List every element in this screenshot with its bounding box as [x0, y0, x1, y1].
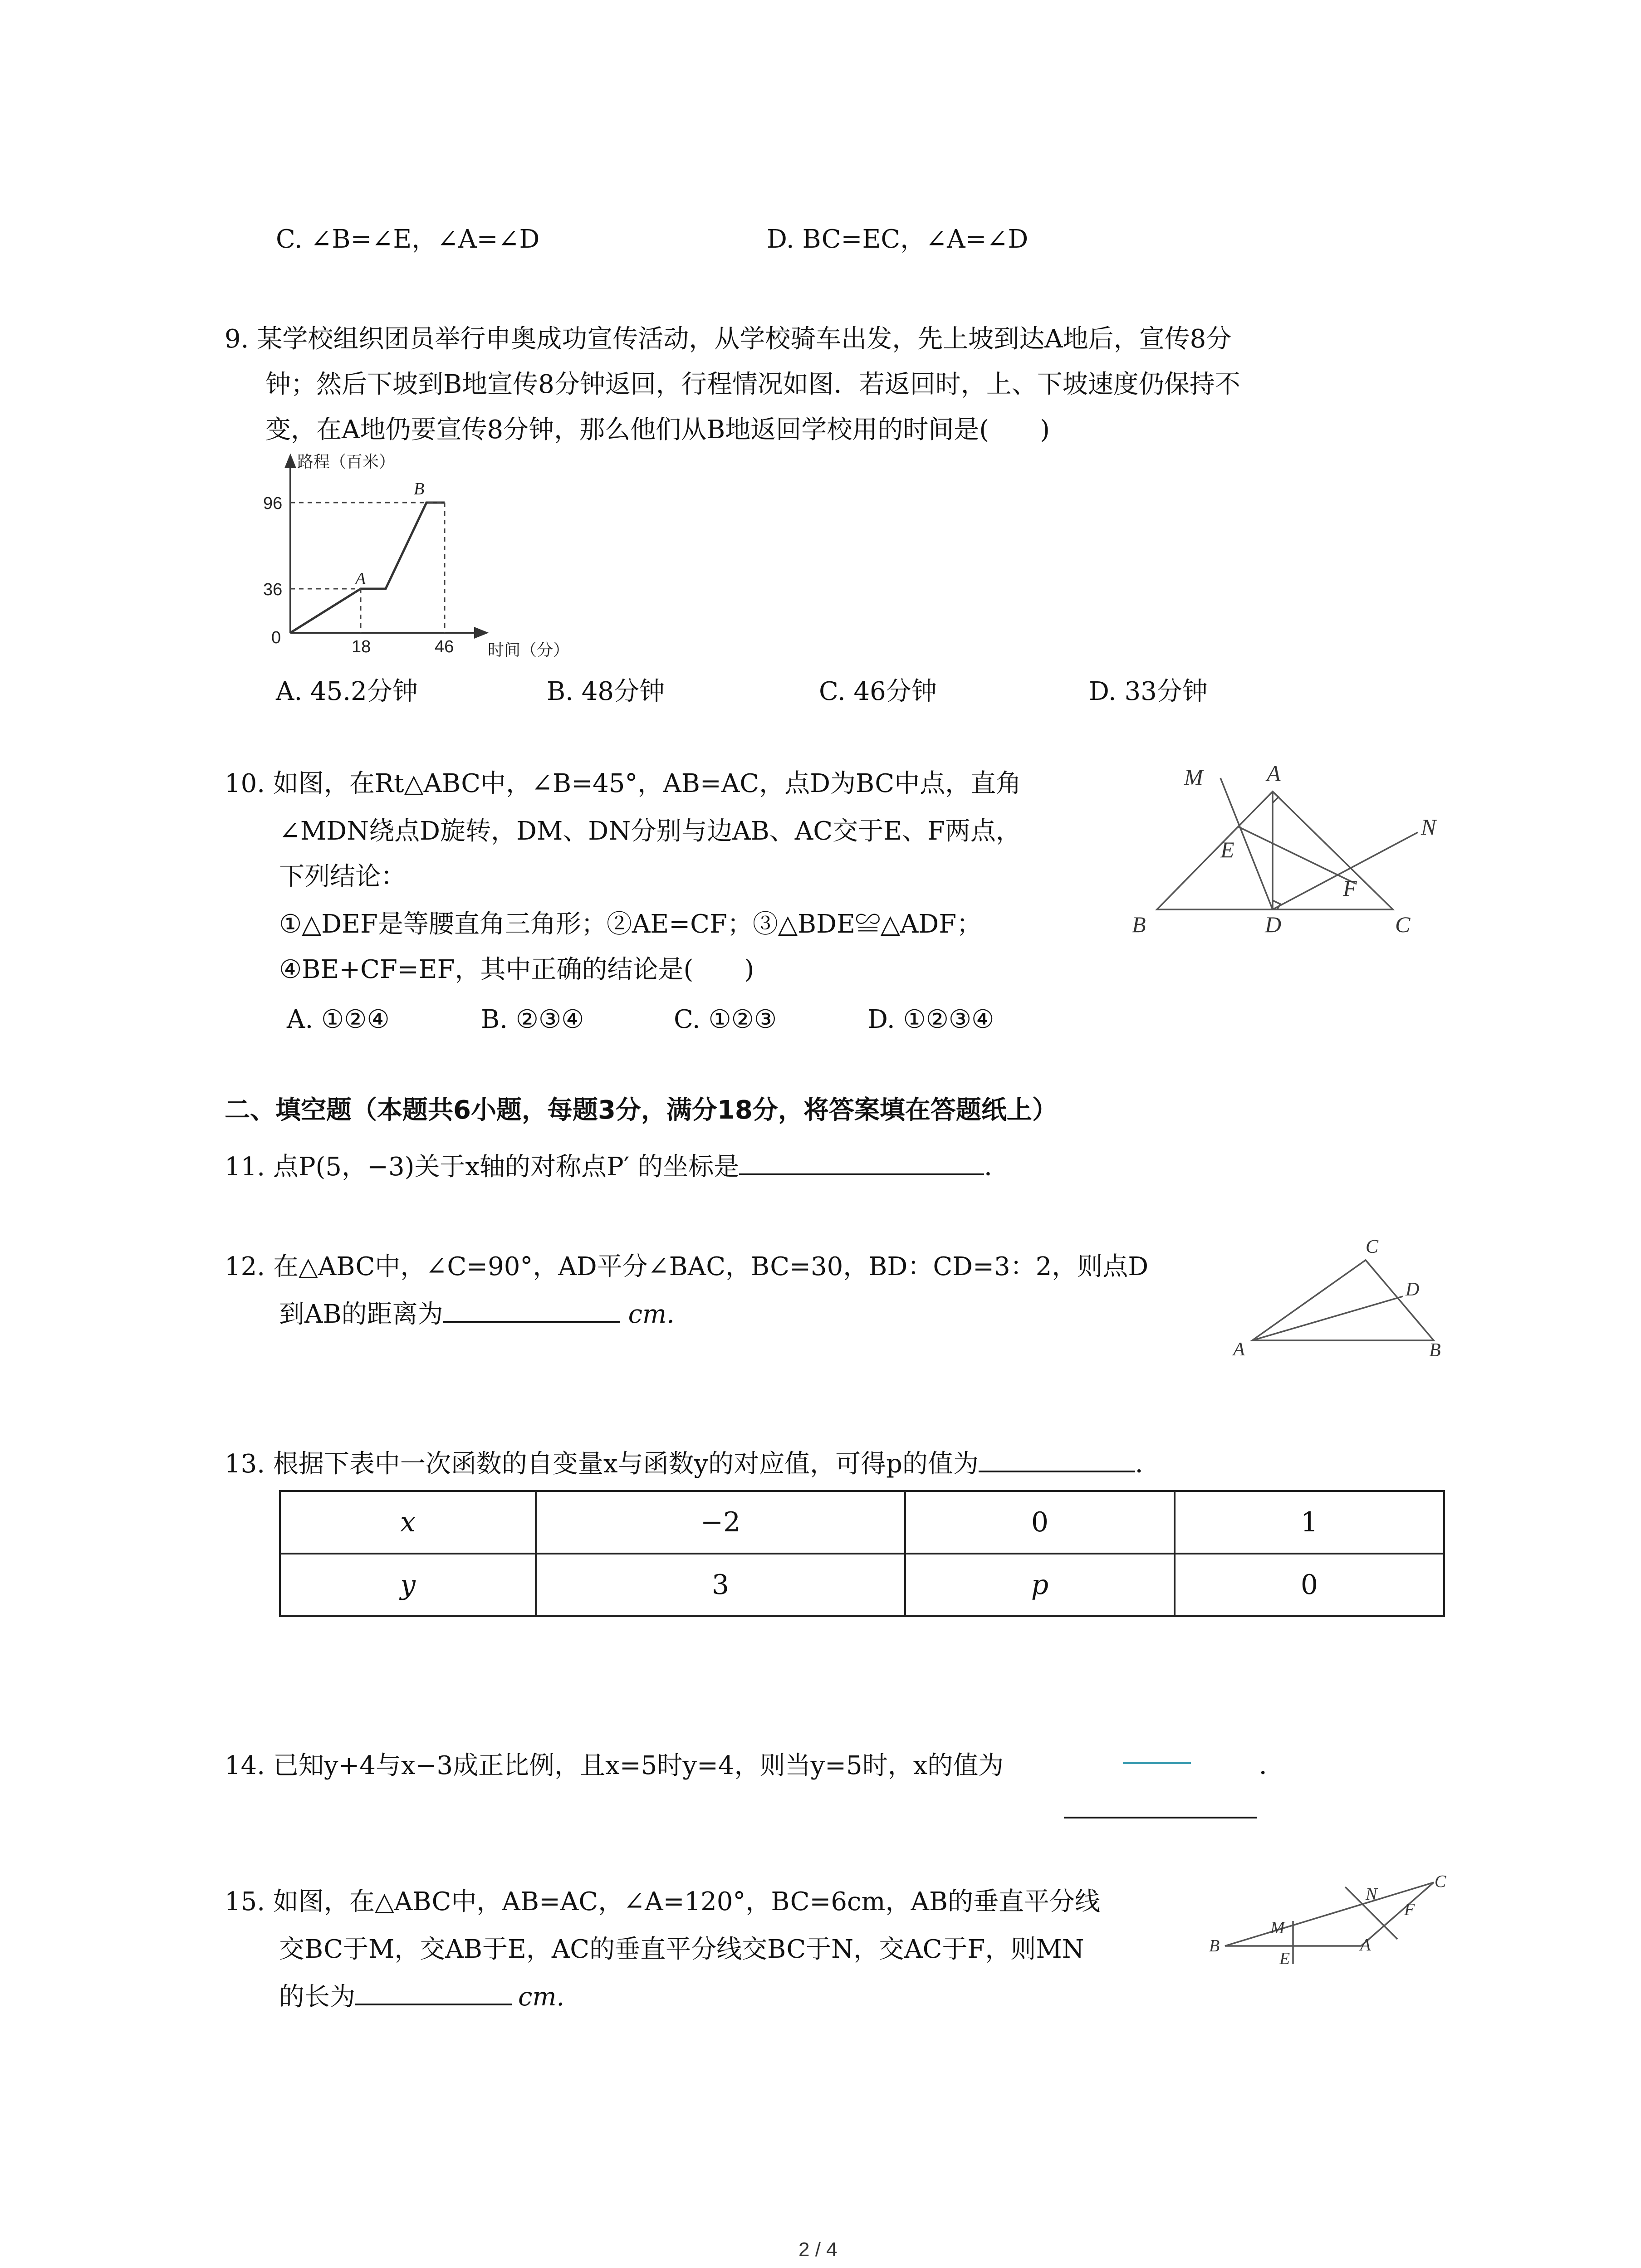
q10-label-f: F [1343, 875, 1357, 901]
q9-xtick-46: 46 [435, 637, 454, 656]
q12-label-a: A [1233, 1339, 1245, 1360]
q12-label-d: D [1406, 1279, 1420, 1300]
table-cell: y [280, 1554, 536, 1616]
q10-option-b: B. ②③④ [481, 1005, 584, 1034]
q9-ytick-36: 36 [263, 580, 283, 599]
q15-triangle-abc [1225, 1882, 1434, 1946]
q11-end: ． [984, 1152, 1010, 1182]
q14-end: ． [1259, 1751, 1284, 1780]
q10-line-5: ④BE+CF=EF，其中正确的结论是( ) [279, 955, 754, 984]
page-number: 2 / 4 [798, 2239, 838, 2261]
q15-label-m: M [1270, 1918, 1285, 1937]
q10-line-3: 下列结论： [279, 862, 406, 891]
q15-label-a: A [1360, 1936, 1371, 1955]
q9-ylabel: 路程（百米） [297, 453, 396, 471]
q15-text: 的长为 [279, 1982, 355, 2012]
q8-option-c: C. ∠B=∠E，∠A=∠D [276, 225, 540, 254]
q10-label-a: A [1267, 761, 1281, 786]
q10-label-e: E [1220, 837, 1234, 862]
q9-point-b: B [414, 479, 425, 499]
q15-unit: cm. [518, 1982, 565, 2012]
q9-option-d: D. 33分钟 [1089, 677, 1208, 706]
table-cell: 0 [1175, 1554, 1444, 1616]
q9-option-a: A. 45.2分钟 [276, 677, 418, 706]
q15-label-n: N [1366, 1885, 1377, 1904]
q10-label-d: D [1265, 912, 1282, 937]
q9-line-1: 9. 某学校组织团员举行申奥成功宣传活动，从学校骑车出发，先上坡到达A地后，宣传8分 [225, 324, 1232, 354]
q9-point-a: A [355, 569, 366, 588]
q10-line-1: 10. 如图，在Rt△ABC中，∠B=45°，AB=AC，点D为BC中点，直角 [225, 769, 1022, 798]
q10-option-a: A. ①②④ [287, 1005, 390, 1034]
q15-line-1: 15. 如图，在△ABC中，AB=AC，∠A=120°，BC=6cm，AB的垂直平分线 [225, 1887, 1101, 1916]
q10-option-c: C. ①②③ [674, 1005, 777, 1034]
q14-line: 14. 已知y+4与x−3成正比例，且x=5时y=4，则当y=5时，x的值为 [225, 1751, 1004, 1780]
q12-label-c: C [1366, 1237, 1379, 1257]
q15-label-e: E [1279, 1949, 1290, 1968]
table-cell: 1 [1175, 1491, 1444, 1554]
q10-label-n: N [1421, 814, 1436, 840]
q15-label-c: C [1435, 1872, 1446, 1891]
q10-label-b: B [1132, 912, 1146, 937]
q11-text: 11. 点P(5，−3)关于x轴的对称点P′ 的坐标是 [225, 1152, 740, 1182]
section-2-heading: 二、填空题（本题共6小题，每题3分，满分18分，将答案填在答题纸上） [225, 1095, 1058, 1125]
table-cell: x [280, 1491, 536, 1554]
q15-label-f: F [1404, 1900, 1415, 1919]
q13-text: 13. 根据下表中一次函数的自变量x与函数y的对应值，可得p的值为 [225, 1449, 979, 1479]
q9-option-b: B. 48分钟 [547, 677, 665, 706]
q13-end: ． [1135, 1449, 1161, 1479]
q12-text: 到AB的距离为 [279, 1300, 443, 1329]
q10-line-4: ①△DEF是等腰直角三角形；②AE=CF；③△BDE≌△ADF； [279, 909, 982, 939]
q15-line-2: 交BC于M，交AB于E，AC的垂直平分线交BC于N，交AC于F，则MN [279, 1935, 1084, 1964]
q12-line-1: 12. 在△ABC中，∠C=90°，AD平分∠BAC，BC=30，BD：CD=3：2，则点D [225, 1252, 1149, 1281]
q12-label-b: B [1429, 1340, 1441, 1361]
table-cell: 0 [905, 1491, 1175, 1554]
q15-label-b: B [1209, 1936, 1220, 1955]
table-cell: p [905, 1554, 1175, 1616]
q12-unit: cm. [628, 1300, 675, 1329]
q10-label-c: C [1395, 912, 1411, 937]
q9-origin: 0 [271, 628, 281, 647]
q9-ytick-96: 96 [263, 494, 283, 513]
table-cell: 3 [536, 1554, 905, 1616]
q10-line-2: ∠MDN绕点D旋转，DM、DN分别与边AB、AC交于E、F两点， [279, 816, 1021, 846]
q10-option-d: D. ①②③④ [867, 1005, 994, 1034]
q9-line-2: 钟；然后下坡到B地宣传8分钟返回，行程情况如图．若返回时，上、下坡速度仍保持不 [265, 370, 1240, 399]
table-cell: −2 [536, 1491, 905, 1554]
q9-xlabel: 时间（分） [488, 641, 570, 660]
q8-option-d: D. BC=EC，∠A=∠D [767, 225, 1029, 254]
q9-line-3: 变，在A地仍要宣传8分钟，那么他们从B地返回学校用的时间是( ) [265, 415, 1050, 445]
q9-xtick-18: 18 [352, 637, 371, 656]
q9-option-c: C. 46分钟 [819, 677, 937, 706]
q10-label-m: M [1184, 764, 1203, 790]
